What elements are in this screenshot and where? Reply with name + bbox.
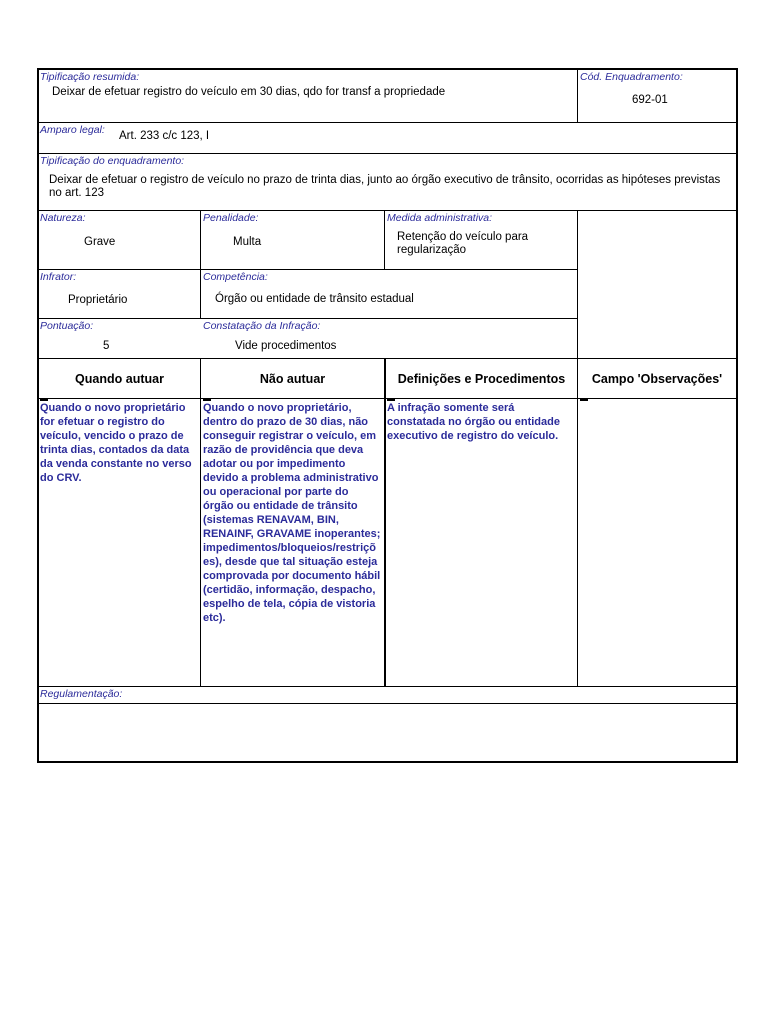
divider xyxy=(39,269,577,270)
quando-autuar-text: Quando o novo proprietário for efetuar o registro do veículo, vencido o prazo de trinta dias, contados da data da venda constante no verso do CRV. xyxy=(40,402,192,484)
divider xyxy=(39,153,736,154)
divider xyxy=(384,210,385,269)
amparo-legal-label: Amparo legal: xyxy=(40,124,105,136)
infrator-value: Proprietário xyxy=(68,294,128,306)
cod-enquadramento-label: Cód. Enquadramento: xyxy=(580,71,683,83)
penalidade-label: Penalidade: xyxy=(203,212,259,224)
cell-marker xyxy=(580,399,588,401)
column-header-definicoes: Definições e Procedimentos xyxy=(397,372,566,386)
competencia-label: Competência: xyxy=(203,271,268,283)
medida-administrativa-value: Retenção do veículo para regularização xyxy=(397,231,529,256)
pontuacao-value: 5 xyxy=(103,340,110,352)
divider xyxy=(577,70,578,122)
medida-administrativa-label: Medida administrativa: xyxy=(387,212,493,224)
column-header-quando-autuar: Quando autuar xyxy=(75,372,164,386)
infraction-form xyxy=(37,68,738,763)
divider xyxy=(200,210,201,318)
divider xyxy=(39,686,736,687)
tipificacao-enquadramento-value: Deixar de efetuar o registro de veículo no prazo de trinta dias, junto ao órgão executivo de trânsito, ocorridas as hipóteses previstas no art. 123 xyxy=(49,174,721,199)
definicoes-text: A infração somente será constatada no órgão ou entidade executivo de registro do veículo. xyxy=(387,402,560,442)
divider xyxy=(39,122,736,123)
constatacao-value: Vide procedimentos xyxy=(235,340,337,352)
tipificacao-resumida-label: Tipificação resumida: xyxy=(40,71,140,83)
column-header-observacoes: Campo 'Observações' xyxy=(591,372,723,386)
divider xyxy=(39,358,736,359)
nao-autuar-text: Quando o novo proprietário, dentro do prazo de 30 dias, não conseguir registrar o veículo, em razão de providência que deva adotar ou por impedimento devido a problema administrativo ou operacional por parte do órgão ou entidade de trânsito (sistemas RENAVAM, BIN, RENAINF, GRAVAME inoperantes; impedimentos/bloqueios/restrições), desde que tal situação esteja comprovada por documento hábil (certidão, informação, despacho, espelho de tela, cópia de vistoria etc). xyxy=(203,402,381,624)
tipificacao-enquadramento-label: Tipificação do enquadramento: xyxy=(40,155,185,167)
divider xyxy=(200,358,201,686)
natureza-value: Grave xyxy=(84,236,116,248)
regulamentacao-label: Regulamentação: xyxy=(40,688,123,700)
column-header-nao-autuar: Não autuar xyxy=(259,372,326,386)
divider xyxy=(384,358,386,686)
constatacao-label: Constatação da Infração: xyxy=(203,320,321,332)
cod-enquadramento-value: 692-01 xyxy=(632,94,668,106)
amparo-legal-value: Art. 233 c/c 123, I xyxy=(119,130,210,142)
divider xyxy=(39,703,736,704)
tipificacao-resumida-value: Deixar de efetuar registro do veículo em 30 dias, qdo for transf a propriedade xyxy=(52,86,446,98)
competencia-value: Órgão ou entidade de trânsito estadual xyxy=(215,293,414,305)
infrator-label: Infrator: xyxy=(40,271,77,283)
natureza-label: Natureza: xyxy=(40,212,86,224)
penalidade-value: Multa xyxy=(233,236,262,248)
divider xyxy=(39,210,736,211)
pontuacao-label: Pontuação: xyxy=(40,320,94,332)
divider xyxy=(577,210,578,686)
divider xyxy=(39,318,577,319)
